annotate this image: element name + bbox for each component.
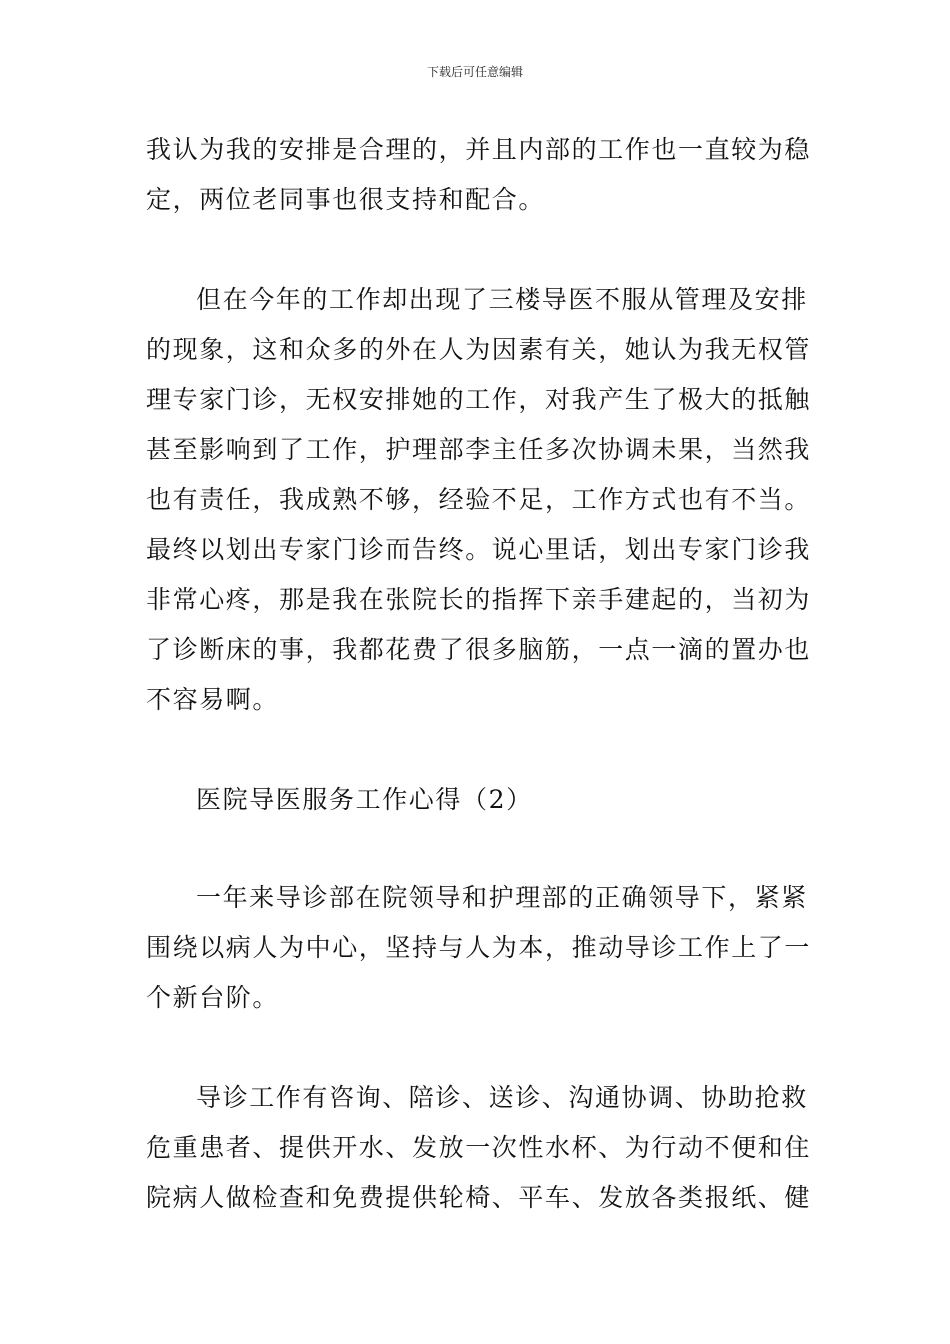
- paragraph-1-line-1: 我认为我的安排是合理的，并且内部的工作也一直较为稳: [146, 135, 812, 164]
- paragraph-2-line-2: 的现象，这和众多的外在人为因素有关，她认为我无权管: [146, 335, 812, 364]
- section-heading: 医院导医服务工作心得（2）: [196, 785, 533, 814]
- paragraph-2-line-7: 非常心疼，那是我在张院长的指挥下亲手建起的，当初为: [146, 585, 812, 614]
- paragraph-2-line-1: 但在今年的工作却出现了三楼导医不服从管理及安排: [196, 285, 808, 314]
- paragraph-4-line-2: 危重患者、提供开水、发放一次性水杯、为行动不便和住: [146, 1133, 812, 1162]
- paragraph-2-line-9: 不容易啊。: [146, 685, 280, 714]
- paragraph-3-line-3: 个新台阶。: [146, 983, 280, 1012]
- page-header: 下载后可任意编辑: [426, 65, 523, 79]
- paragraph-2-line-4: 甚至影响到了工作，护理部李主任多次协调未果，当然我: [146, 435, 812, 464]
- paragraph-3-line-2: 围绕以病人为中心，坚持与人为本，推动导诊工作上了一: [146, 933, 812, 962]
- paragraph-2-line-5: 也有责任，我成熟不够，经验不足，工作方式也有不当。: [146, 485, 812, 514]
- paragraph-2-line-6: 最终以划出专家门诊而告终。说心里话，划出专家门诊我: [146, 535, 812, 564]
- paragraph-2-line-8: 了诊断床的事，我都花费了很多脑筋，一点一滴的置办也: [146, 635, 812, 664]
- paragraph-4-line-3: 院病人做检查和免费提供轮椅、平车、发放各类报纸、健: [146, 1183, 812, 1212]
- paragraph-2-line-3: 理专家门诊，无权安排她的工作，对我产生了极大的抵触: [146, 385, 812, 414]
- paragraph-1-line-2: 定，两位老同事也很支持和配合。: [146, 185, 546, 214]
- paragraph-3-line-1: 一年来导诊部在院领导和护理部的正确领导下，紧紧: [196, 883, 808, 912]
- paragraph-4-line-1: 导诊工作有咨询、陪诊、送诊、沟通协调、协助抢救: [196, 1083, 808, 1112]
